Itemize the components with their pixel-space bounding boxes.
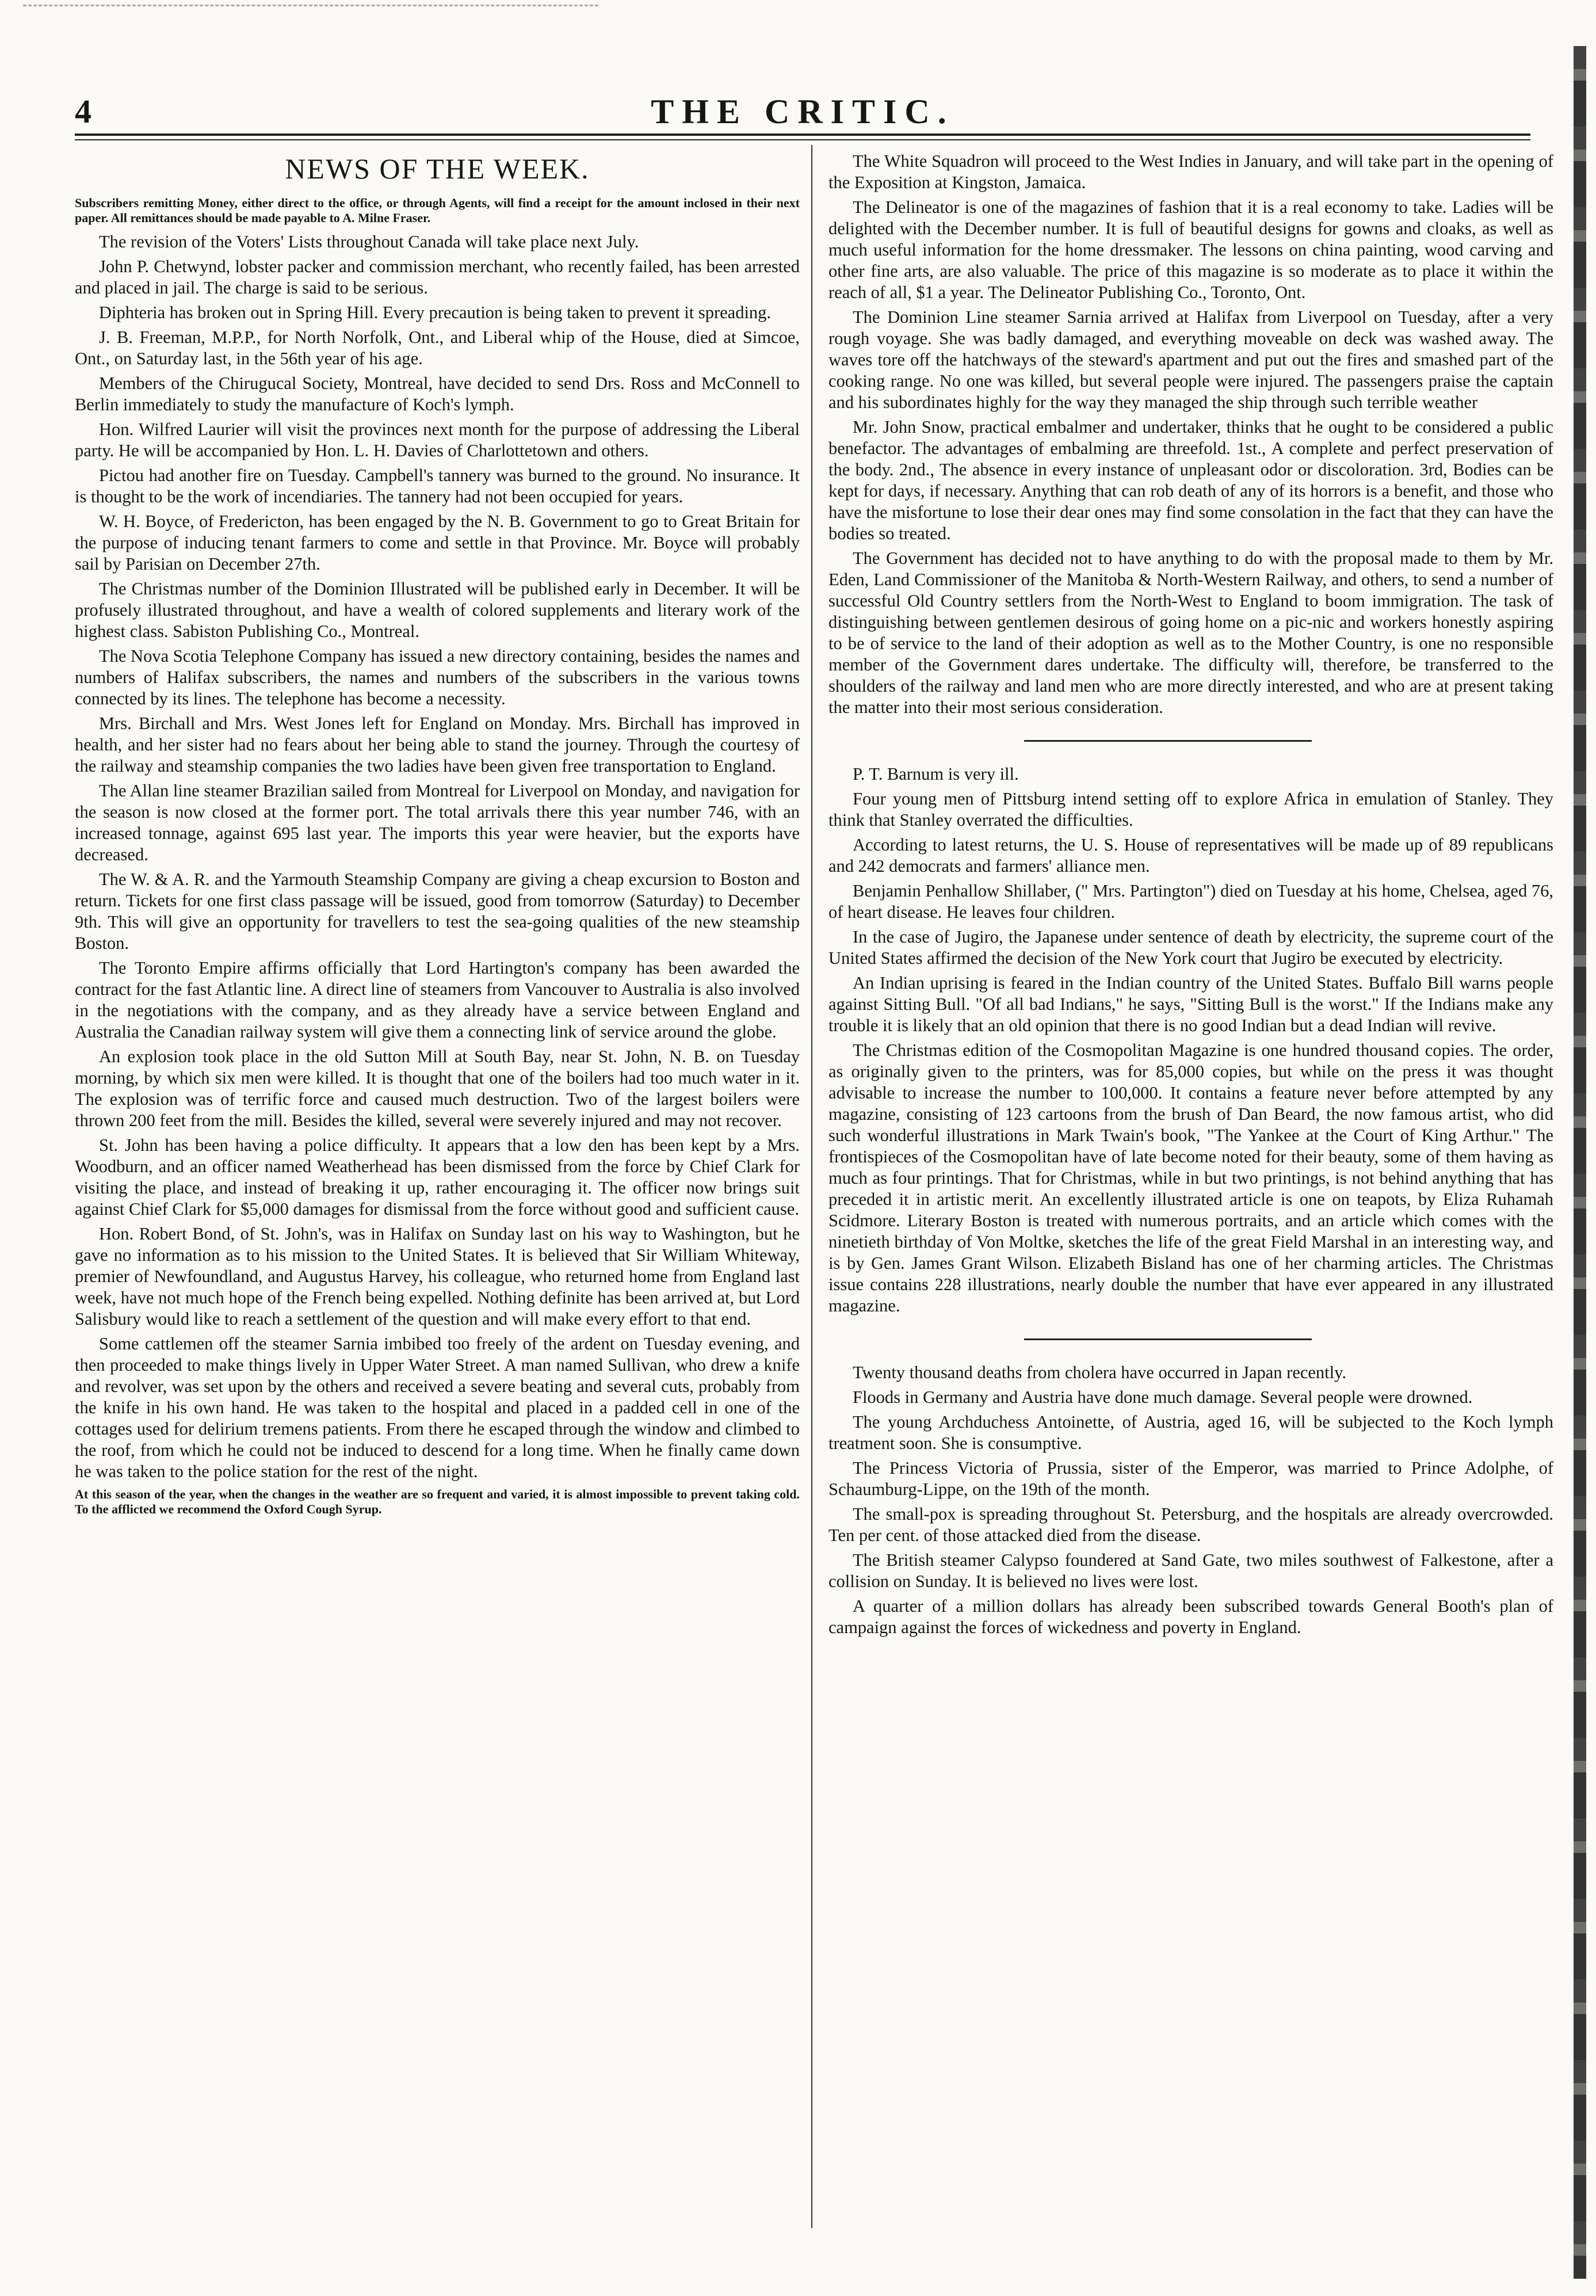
news-item: The Delineator is one of the magazines of fashion that it is a real economy to take. Ladies will be delighted with the December number. It is full of beautiful designs for gowns and cloaks, as well as much useful information for the home dressmaker. The lessons on china painting, wood carving and other fine arts, are also valuable. The price of this magazine is so moderate as to place it within the reach of all, $1 a year. The Delineator Publishing Co., Toronto, Ont. [828, 197, 1553, 302]
news-items-left [75, 231, 800, 1482]
news-item: A quarter of a million dollars has already been subscribed towards General Booth's plan of campaign against the forces of wickedness and poverty in England. [828, 1596, 1553, 1637]
section-heading: NEWS OF THE WEEK. [285, 152, 590, 185]
news-item: Mrs. Birchall and Mrs. West Jones left for England on Monday. Mrs. Birchall has improved in health, and her sister had no fears about her being able to stand the journey. Through the courtesy of the railway and steamship companies the two ladies have been given free transportation to England. [75, 714, 800, 776]
section-separator [1024, 1338, 1312, 1340]
news-item: Some cattlemen off the steamer Sarnia imbibed too freely of the ardent on Tuesday evening, and then proceeded to make things lively in Upper Water Street. A man named Sullivan, who drew a knife and revolver, was set upon by the others and received a severe beating and several cuts, probably from the knife in his own hand. He was taken to the hospital and placed in a padded cell in one of the cottages used for delirium tremens patients. From there he escaped through the window and climbed to the roof, from which he could not be induced to descend for a long time. When he finally came down he was taken to the police station for the rest of the night. [75, 1334, 800, 1481]
news-items-right-c [828, 1362, 1553, 1638]
news-item: P. T. Barnum is very ill. [853, 764, 1019, 784]
news-item: The Allan line steamer Brazilian sailed from Montreal for Liverpool on Monday, and navigation for the season is now closed at the former port. The total arrivals there this year number 746, with an increased tonnage, against 695 last year. The imports this year were heavier, but the exports have decreased. [75, 781, 800, 864]
left-column [75, 151, 800, 2245]
news-item: The Christmas edition of the Cosmopolitan Magazine is one hundred thousand copies. The order, as originally given to the printers, was for 85,000 copies, but while on the press it was thought advisable to increase the number to 100,000. It contains a feature never before attempted by any magazine, consisting of 123 cartoons from the brush of Dan Beard, the now famous artist, who did such wonderful illustrations in Mark Twain's book, "The Yankee at the Court of King Arthur." The frontispieces of the Cosmopolitan have of late become noted for their beauty, some of them having as much as four printings. That for Christmas, while in but two printings, is not behind anything that has preceded it in artistic merit. An excellently illustrated article is one on teapots, by Eliza Ruhamah Scidmore. Literary Boston is treated with numerous portraits, and an article which comes with the ninetieth birthday of Von Moltke, sketches the life of the great Field Marshal in an interesting way, and is by Gen. James Grant Wilson. Elizabeth Bisland has one of her charming articles. The Christmas issue contains 228 illustrations, nearly double the number that have ever appeared in any illustrated magazine. [828, 1040, 1553, 1315]
news-item: Floods in Germany and Austria have done much damage. Several people were drowned. [853, 1387, 1473, 1407]
news-item: Hon. Robert Bond, of St. John's, was in Halifax on Sunday last on his way to Washington, but he gave no information as to his mission to the United States. It is believed that Sir William Whiteway, premier of Newfoundland, and Augustus Harvey, his colleague, who returned home from England last week, have not much hope of the French being expelled. Nothing definite has been arrived at, but Lord Salisbury would like to reach a settlement of the question and will make every effort to that end. [75, 1224, 800, 1329]
news-item: Diphteria has broken out in Spring Hill. Every precaution is being taken to prevent it spreading. [99, 303, 772, 322]
news-item: The young Archduchess Antoinette, of Austria, aged 16, will be subjected to the Koch lymph treatment soon. She is consumptive. [828, 1412, 1553, 1453]
news-item: In the case of Jugiro, the Japanese under sentence of death by electricity, the supreme court of the United States affirmed the decision of the New York court that Jugiro be executed by electricity. [828, 927, 1553, 968]
news-item: Pictou had another fire on Tuesday. Campbell's tannery was burned to the ground. No insurance. It is thought to be the work of incendiaries. The tannery had not been occupied for years. [75, 466, 800, 506]
news-item: The British steamer Calypso foundered at Sand Gate, two miles southwest of Falkestone, after a collision on Sunday. It is believed no lives were lost. [828, 1550, 1553, 1591]
advert-footnote: At this season of the year, when the changes in the weather are so frequent and varied, it is almost impossible to prevent taking cold. To the afflicted we recommend the Oxford Cough Syrup. [75, 1487, 800, 1516]
news-items-right-a [828, 151, 1553, 718]
news-item: The small-pox is spreading throughout St. Petersburg, and the hospitals are already overcrowded. Ten per cent. of those attacked died from the disease. [828, 1504, 1553, 1545]
news-item: The W. & A. R. and the Yarmouth Steamship Company are giving a cheap excursion to Boston and return. Tickets for one first class passage will be issued, good from tomorrow (Saturday) to December 9th. This will give an opportunity for travellers to test the sea-going qualities of the new steamship Boston. [75, 869, 800, 953]
newspaper-title: THE CRITIC. [651, 93, 954, 131]
news-item: The Christmas number of the Dominion Illustrated will be published early in December. It will be profusely illustrated throughout, and have a wealth of colored supplements and literary work of the highest class. Sabiston Publishing Co., Montreal. [75, 579, 800, 641]
news-item: The Princess Victoria of Prussia, sister of the Emperor, was married to Prince Adolphe, of Schaumburg-Lippe, on the 19th of the month. [828, 1458, 1553, 1499]
news-item: J. B. Freeman, M.P.P., for North Norfolk, Ont., and Liberal whip of the House, died at Simcoe, Ont., on Saturday last, in the 56th year of his age. [75, 327, 800, 368]
news-item: John P. Chetwynd, lobster packer and commission merchant, who recently failed, has been arrested and placed in jail. The charge is said to be serious. [75, 257, 800, 298]
masthead-rule-thin [75, 139, 1530, 140]
news-item: Twenty thousand deaths from cholera have occurred in Japan recently. [853, 1363, 1347, 1382]
news-item: The Toronto Empire affirms officially that Lord Hartington's company has been awarded the contract for the fast Atlantic line. A direct line of steamers from Vancouver to Australia is also involved in the negotiations with the company, and as they already have a service between England and Australia the Canadian railway system will give them a connecting link of service around the globe. [75, 958, 800, 1042]
scan-artifact-line [23, 5, 598, 6]
news-item: The Government has decided not to have anything to do with the proposal made to them by Mr. Eden, Land Commissioner of the Manitoba & North-Western Railway, and others, to send a number of successful Old Country settlers from the North-West to England to boom immigration. The task of distinguishing between gentlemen desirous of going home on a pic-nic and workers honestly aspiring to be of service to the land of their adoption as well as to the Mother Country, is one no responsible member of the Government dares undertake. The difficulty will, therefore, be transferred to the shoulders of the railway and land men who are more directly interested, and who are at present taking the matter into their most serious consideration. [828, 548, 1553, 717]
news-item: An explosion took place in the old Sutton Mill at South Bay, near St. John, N. B. on Tuesday morning, by which six men were killed. It is thought that one of the boilers had too much water in it. The explosion was of terrific force and caused much destruction. Two of the largest boilers were thrown 200 feet from the mill. Besides the killed, several were severely injured and may not recover. [75, 1047, 800, 1130]
news-item: The Dominion Line steamer Sarnia arrived at Halifax from Liverpool on Tuesday, after a very rough voyage. She was badly damaged, and everything moveable on deck was washed away. The waves tore off the hatchways of the steward's apartment and put out the fires and smashed part of the cooking range. No one was killed, but several people were injured. The passengers praise the captain and his subordinates highly for the way they managed the ship through such terrible weather [828, 307, 1553, 412]
news-item: St. John has been having a police difficulty. It appears that a low den has been kept by a Mrs. Woodburn, and an officer named Weatherhead has been dismissed from the force by Chief Clark for visiting the place, and instead of breaking it up, rather encouraging it. The officer now brings suit against Chief Clark for $5,000 damages for dismissal from the force without good and sufficient cause. [75, 1135, 800, 1219]
news-item: Hon. Wilfred Laurier will visit the provinces next month for the purpose of addressing the Liberal party. He will be accompanied by Hon. L. H. Davies of Charlottetown and others. [75, 419, 800, 460]
news-items-right-b [828, 764, 1553, 1317]
news-item: Mr. John Snow, practical embalmer and undertaker, thinks that he ought to be considered a public benefactor. The advantages of embalming are threefold. 1st., A complete and perfect preservation of the body. 2nd., The absence in every instance of unpleasant odor or discoloration. 3rd, Bodies can be kept for days, if necessary. Anything that can rob death of any of its horrors is a benefit, and those who have the misfortune to lose their dear ones may find some consolation in the fact that they can have the bodies so treated. [828, 417, 1553, 543]
column-divider [811, 145, 812, 2228]
news-item: According to latest returns, the U. S. House of representatives will be made up of 89 republicans and 242 democrats and farmers' alliance men. [828, 835, 1553, 876]
masthead-rule [75, 134, 1530, 136]
news-item: Benjamin Penhallow Shillaber, (" Mrs. Partington") died on Tuesday at his home, Chelsea, aged 76, of heart disease. He leaves four children. [828, 881, 1553, 922]
news-item: The White Squadron will proceed to the West Indies in January, and will take part in the opening of the Exposition at Kingston, Jamaica. [828, 151, 1553, 192]
news-item: Four young men of Pittsburg intend setting off to explore Africa in emulation of Stanley. They think that Stanley overrated the difficulties. [828, 789, 1553, 830]
news-item: The Nova Scotia Telephone Company has issued a new directory containing, besides the names and numbers of Halifax subscribers, the names and numbers of the subscribers in the various towns connected by its lines. The telephone has become a necessity. [75, 646, 800, 708]
masthead [75, 92, 1530, 138]
subscribers-note: Subscribers remitting Money, either direct to the office, or through Agents, will find a receipt for the amount inclosed in their next paper. All remittances should be made payable to A. Milne Fraser. [75, 196, 800, 225]
news-item: W. H. Boyce, of Fredericton, has been engaged by the N. B. Government to go to Great Britain for the purpose of inducing tenant farmers to come and settle in that Province. Mr. Boyce will probably sail by Parisian on December 27th. [75, 512, 800, 574]
news-item: The revision of the Voters' Lists throughout Canada will take place next July. [99, 232, 639, 251]
scan-edge-bar [1574, 46, 1586, 2279]
news-item: Members of the Chirugucal Society, Montreal, have decided to send Drs. Ross and McConnell to Berlin immediately to study the manufacture of Koch's lymph. [75, 373, 800, 414]
right-column [828, 151, 1553, 2245]
page-number: 4 [75, 93, 91, 130]
news-item: An Indian uprising is feared in the Indian country of the United States. Buffalo Bill warns people against Sitting Bull. "Of all bad Indians," he says, "Sitting Bull is the worst." If the Indians make any trouble it is likely that an old opinion that there is no good Indian but a dead Indian will revive. [828, 973, 1553, 1035]
section-separator [1024, 740, 1312, 742]
